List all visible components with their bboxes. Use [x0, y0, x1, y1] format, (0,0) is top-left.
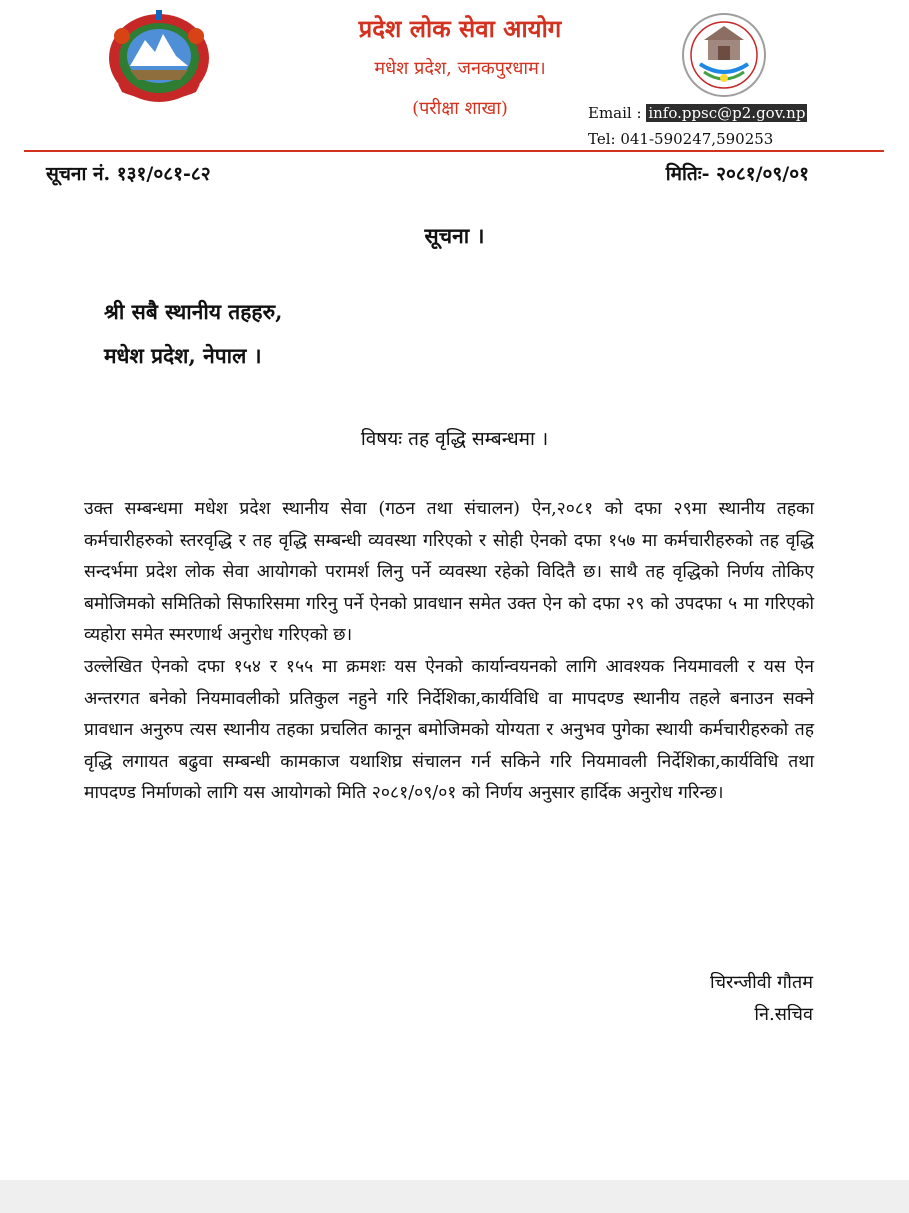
notice-reference-number: सूचना नं. १३१/०८१-८२ [46, 163, 211, 185]
department-name: (परीक्षा शाखा) [412, 98, 508, 119]
signatory-name: चिरन्जीवी गौतम [709, 972, 813, 993]
notice-date: मितिः- २०८१/०९/०१ [665, 163, 809, 185]
body-paragraph-1: उक्त सम्बन्धमा मधेश प्रदेश स्थानीय सेवा (गठन तथा संचालन) ऐन,२०८१ को दफा २९मा स्थानीय तहका कर्मचारीहरुको स्तरवृद्धि र तह वृद्धि सम्बन्धी व्यवस्था गरिएको र सोही ऐनको दफा १५७ मा कर्मचारीहरुको तह वृद्धि सन्दर्भमा प्रदेश लोक सेवा आयोगको परामर्श लिनु पर्ने व्यवस्था रहेको विदितै छ। साथै तह वृद्धिको निर्णय तोकिए बमोजिमको समितिको सिफारिसमा गरिनु पर्ने ऐनको प्रावधान समेत उक्त ऐन को दफा २९ को उपदफा ५ मा गरिएको व्यहोरा समेत स्मरणार्थ अनुरोध गरिएको छ। [84, 499, 814, 646]
nepal-emblem-icon [100, 6, 218, 108]
ppsc-madhesh-seal-icon [680, 12, 768, 98]
recipient-line-2: मधेश प्रदेश, नेपाल । [104, 343, 262, 368]
header-divider [24, 150, 884, 152]
notice-body [84, 494, 814, 810]
organization-location: मधेश प्रदेश, जनकपुरधाम। [374, 58, 546, 79]
notice-heading: सूचना । [424, 223, 485, 248]
contact-phone: Tel: 041-590247,590253 [588, 130, 774, 148]
contact-email [588, 104, 807, 122]
notice-subject: विषयः तह वृद्धि सम्बन्धमा । [360, 428, 549, 450]
email-link[interactable]: info.ppsc@p2.gov.np [648, 104, 806, 122]
organization-name: प्रदेश लोक सेवा आयोग [358, 14, 562, 43]
viewer-bottom-strip [0, 1180, 909, 1213]
email-label: Email : [588, 104, 647, 122]
signatory-title: नि.सचिव [754, 1004, 813, 1025]
recipient-line-1: श्री सबै स्थानीय तहहरु, [104, 299, 283, 324]
body-paragraph-2: उल्लेखित ऐनको दफा १५४ र १५५ मा क्रमशः यस ऐनको कार्यान्वयनको लागि आवश्यक नियमावली र यस ऐन अन्तरगत बनेको नियमावलीको प्रतिकुल नहुने गरि निर्देशिका,कार्यविधि वा मापदण्ड स्थानीय तहले बनाउन सक्ने प्रावधान अनुरुप त्यस स्थानीय तहका प्रचलित कानून बमोजिमको योग्यता र अनुभव पुगेका स्थायी कर्मचारीहरुको तह वृद्धि लगायत बढुवा सम्बन्धी कामकाज यथाशिघ्र संचालन गर्न सकिने गरि नियमावली निर्देशिका,कार्यविधि तथा मापदण्ड निर्माणको लागि यस आयोगको मिति २०८१/०९/०१ को निर्णय अनुसार हार्दिक अनुरोध गरिन्छ। [84, 656, 814, 804]
